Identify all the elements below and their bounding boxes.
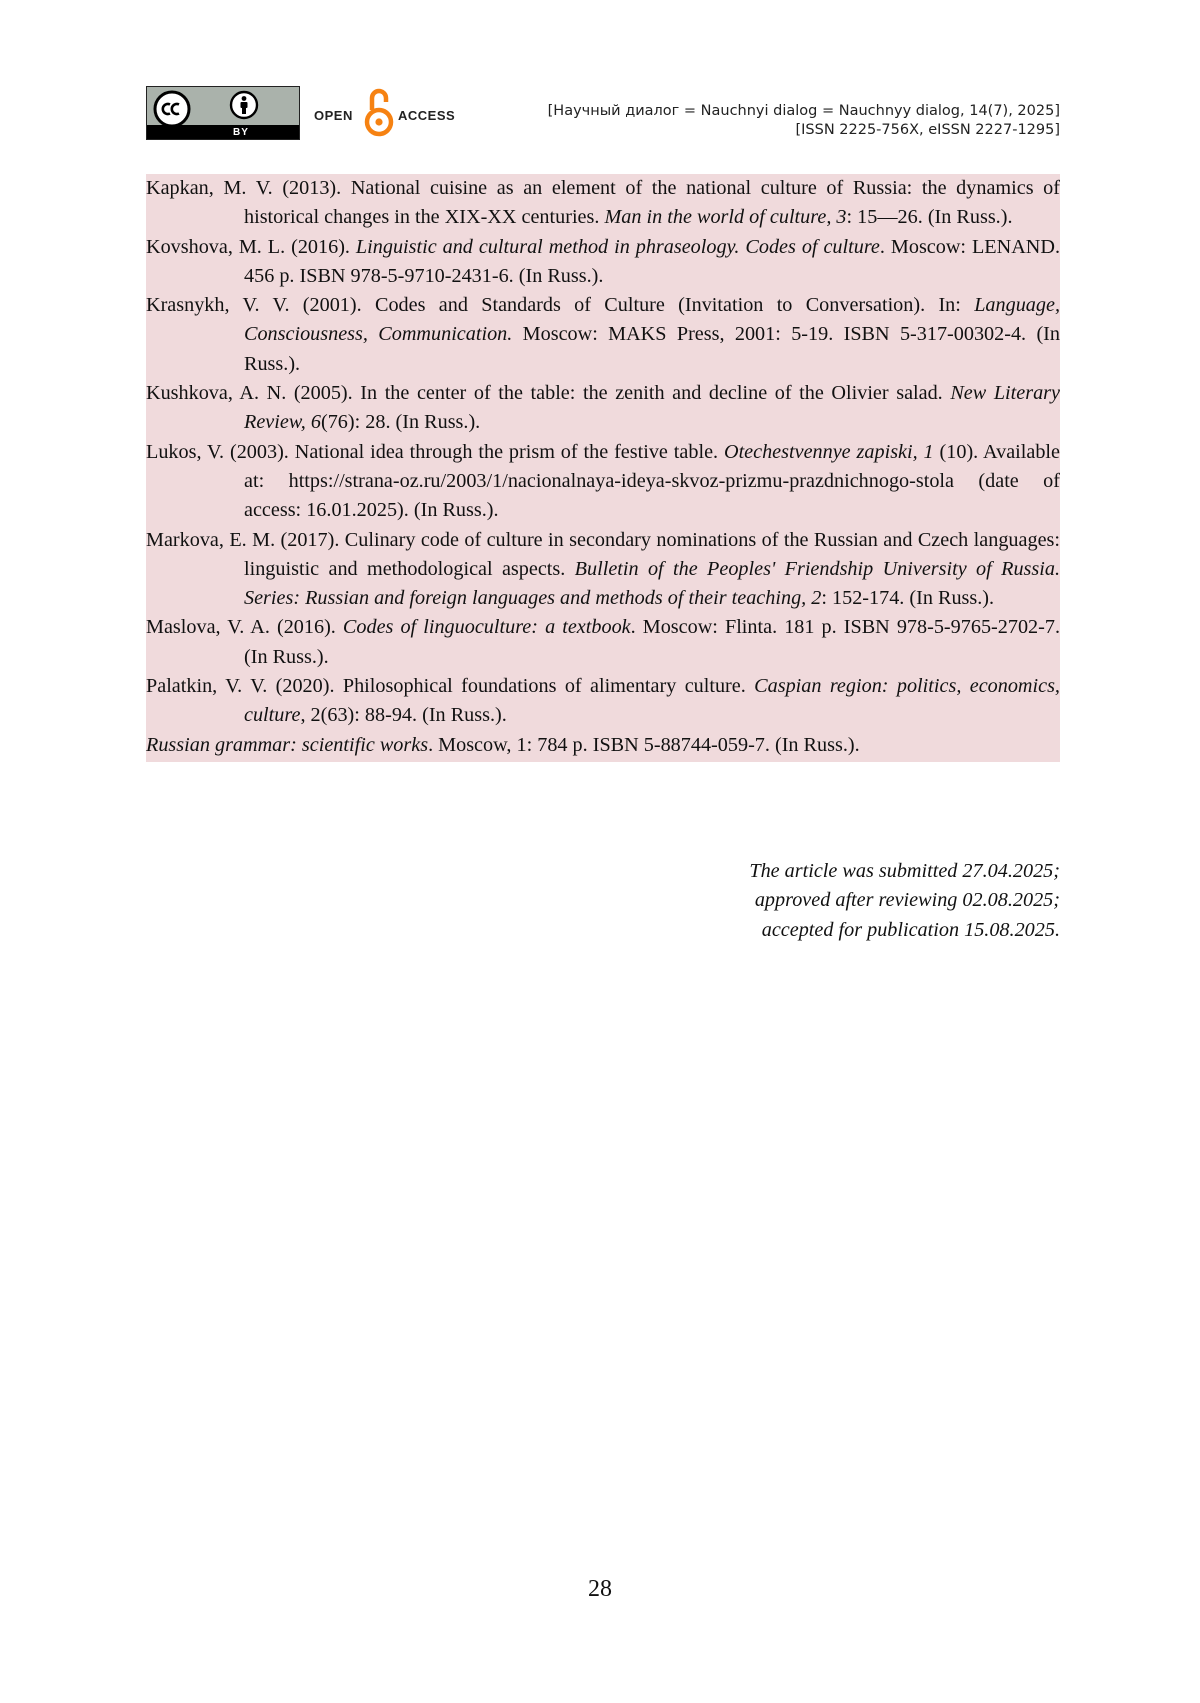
reference-source: Bulletin of the Peoples' Friendship University of Russia. Series: Russian and foreign languages and methods of their teaching, 2 <box>244 557 1060 610</box>
attribution-person-icon <box>229 90 259 120</box>
license-by-label: BY <box>233 127 249 138</box>
reference-details: . Moscow, 1: 784 p. ISBN 5-88744-059-7. (In Russ.). <box>428 733 860 756</box>
reference-text: Maslova, V. A. (2016). <box>146 616 343 639</box>
reference-source: Otechestvennye zapiski, 1 <box>723 440 934 463</box>
reference-entry <box>146 672 1060 731</box>
reference-details: , 2(63): 88-94. (In Russ.). <box>300 704 507 727</box>
open-access-access-text: ACCESS <box>398 108 456 123</box>
page-header <box>146 86 1060 142</box>
reference-entry <box>146 233 1060 292</box>
reference-entry <box>146 174 1060 233</box>
reference-text: Palatkin, V. V. (2020). Philosophical foundations of alimentary culture. <box>146 675 755 698</box>
reference-text: Lukos, V. (2003). National idea through the prism of the festive table. <box>146 440 724 463</box>
reference-details: Moscow: MAKS Press, 2001: 5-19. ISBN 5-317-00302-4. (In Russ.). <box>244 323 1060 375</box>
reference-text: Kapkan, M. V. (2013). National cuisine as an element of the national culture of Russia: the dynamics of historical changes in the XIX-XX centuries. <box>146 177 1060 229</box>
reference-details: . Moscow: LENAND. 456 p. ISBN 978-5-9710-2431-6. (In Russ.). <box>244 235 1061 287</box>
reference-text: Kushkova, A. N. (2005). In the center of the table: the zenith and decline of the Olivier salad. <box>146 382 951 405</box>
article-dates <box>749 857 1060 945</box>
reference-details: (76): 28. (In Russ.). <box>320 411 481 434</box>
reference-source: Man in the world of culture, 3 <box>604 206 847 229</box>
reference-entry <box>146 731 1060 760</box>
reference-source: Russian grammar: scientific works <box>146 733 429 756</box>
journal-issn-line: [ISSN 2225-756X, eISSN 2227-1295] <box>795 122 1060 138</box>
reference-entry <box>146 438 1060 526</box>
reference-entry <box>146 291 1060 379</box>
reference-list <box>146 174 1060 762</box>
reference-entry <box>146 613 1060 672</box>
reference-source: Codes of linguoculture: a textbook <box>342 616 631 639</box>
reference-details: : 15—26. (In Russ.). <box>846 206 1013 229</box>
reference-source: New Literary Review, 6 <box>244 382 1060 434</box>
reference-details: : 152-174. (In Russ.). <box>821 587 995 610</box>
reference-entry <box>146 526 1060 614</box>
reference-text: Markova, E. M. (2017). Culinary code of culture in secondary nominations of the Russian and Czech languages: linguistic and methodological aspects. <box>146 528 1060 580</box>
open-access-logo <box>314 86 454 140</box>
cc-by-license-badge[interactable] <box>146 86 300 140</box>
reference-text: Kovshova, M. L. (2016). <box>146 235 356 258</box>
accepted-date: accepted for publication 15.08.2025. <box>761 918 1060 941</box>
open-access-open-text: OPEN <box>314 108 353 123</box>
reference-source: Caspian region: politics, economics, culture <box>244 675 1060 727</box>
reference-text: Krasnykh, V. V. (2001). Codes and Standards of Culture (Invitation to Conversation). In: <box>146 294 975 317</box>
approved-date: approved after reviewing 02.08.2025; <box>754 889 1060 912</box>
reference-source: Language, Consciousness, Communication. <box>244 294 1060 346</box>
reference-entry <box>146 379 1060 438</box>
journal-citation <box>548 102 1060 140</box>
journal-title-line: [Научный диалог = Nauchnyi dialog = Nauchnyy dialog, 14(7), 2025] <box>547 103 1060 119</box>
submitted-date: The article was submitted 27.04.2025; <box>749 860 1060 882</box>
license-strip <box>147 125 299 139</box>
reference-source: Linguistic and cultural method in phraseology. Codes of culture <box>355 235 880 258</box>
open-access-lock-icon <box>364 86 394 138</box>
creative-commons-icon <box>153 90 191 128</box>
reference-details: . Moscow: Flinta. 181 p. ISBN 978-5-9765-2702-7. (In Russ.). <box>244 616 1060 668</box>
reference-details[interactable]: (10). Available at: https://strana-oz.ru/2003/1/nacionalnaya-ideya-skvoz-prizmu-prazdnichnogo-stola (date of access: 16.01.2025). (In Russ.). <box>244 440 1060 522</box>
page-number: 28 <box>588 1576 612 1602</box>
